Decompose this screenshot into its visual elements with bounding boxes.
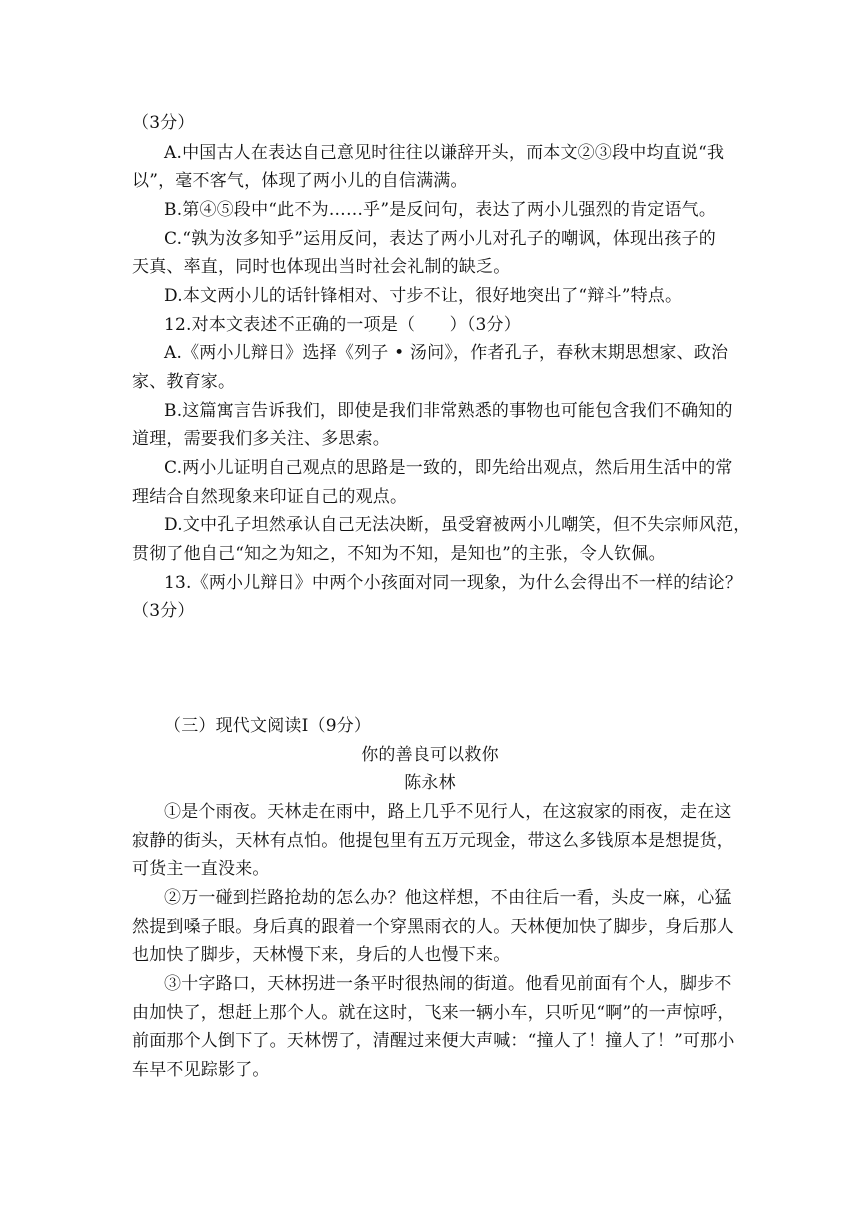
q13-stem-line1: 13.《两小儿辩日》中两个小孩面对同一现象，为什么会得出不一样的结论？ (164, 573, 743, 593)
q12-stem: 12.对本文表述不正确的一项是（ ）（3分） (164, 315, 521, 335)
q12-option-b-line1: B.这篇寓言告诉我们，即使是我们非常熟悉的事物也可能包含我们不确知的 (164, 401, 733, 421)
paragraph-3-line3: 前面那个人倒下了。天林愣了，清醒过来便大声喊：“撞人了！撞人了！”可那小 (132, 1031, 735, 1051)
q12-option-c-line2: 理结合自然现象来印证自己的观点。 (132, 487, 408, 507)
q11-option-d: D.本文两小儿的话针锋相对、寸步不让，很好地突出了“辩斗”特点。 (164, 286, 683, 306)
q12-option-d-line1: D.文中孔子坦然承认自己无法决断，虽受窘被两小儿嘲笑，但不失宗师风范， (164, 515, 751, 535)
q11-option-b: B.第④⑤段中“此不为……乎”是反问句，表达了两小儿强烈的肯定语气。 (164, 200, 717, 220)
paragraph-2-line1: ②万一碰到拦路抢劫的怎么办？他这样想，不由往后一看，头皮一麻，心猛 (164, 888, 732, 908)
article-title: 你的善良可以救你 (361, 745, 499, 765)
paragraph-1-line2: 寂静的街头，天林有点怕。他提包里有五万元现金，带这么多钱原本是想提货， (132, 831, 734, 851)
q12-option-c-line1: C.两小儿证明自己观点的思路是一致的，即先给出观点，然后用生活中的常 (164, 458, 733, 478)
q11-option-c-line2: 天真、率直，同时也体现出当时社会礼制的缺乏。 (132, 257, 511, 277)
paragraph-2-line3: 也加快了脚步，天林慢下来，身后的人也慢下来。 (132, 945, 511, 965)
paragraph-3-line4: 车早不见踪影了。 (132, 1060, 270, 1080)
paragraph-3-line1: ③十字路口，天林拐进一条平时很热闹的街道。他看见前面有个人，脚步不 (164, 974, 732, 994)
q11-option-c-line1: C.“孰为汝多知乎”运用反问，表达了两小儿对孔子的嘲讽，体现出孩子的 (164, 229, 716, 249)
q11-score: （3分） (132, 113, 195, 133)
section3-heading: （三）现代文阅读I（9分） (164, 716, 372, 736)
q11-option-a-line1: A.中国古人在表达自己意见时往往以谦辞开头，而本文②③段中均直说“我 (164, 143, 725, 163)
article-author: 陈永林 (404, 773, 456, 793)
paragraph-1-line1: ①是个雨夜。天林走在雨中，路上几乎不见行人，在这寂家的雨夜，走在这 (164, 802, 732, 822)
paragraph-1-line3: 可货主一直没来。 (132, 859, 270, 879)
q12-option-a-line1: A.《两小儿辩日》选择《列子 • 汤问》，作者孔子，春秋末期思想家、政治 (164, 343, 729, 363)
q11-option-a-line2: 以”，毫不客气，体现了两小儿的自信满满。 (132, 171, 468, 191)
q12-option-b-line2: 道理，需要我们多关注、多思索。 (132, 429, 390, 449)
paragraph-2-line2: 然提到嗓子眼。身后真的跟着一个穿黑雨衣的人。天林便加快了脚步，身后那人 (132, 917, 734, 937)
q13-stem-line2: （3分） (132, 601, 195, 621)
q12-option-a-line2: 家、教育家。 (132, 372, 236, 392)
q12-option-d-line2: 贯彻了他自己“知之为知之，不知为不知，是知也”的主张，令人钦佩。 (132, 544, 666, 564)
paragraph-3-line2: 由加快了，想赶上那个人。就在这时，飞来一辆小车，只听见“啊”的一声惊呼， (132, 1003, 735, 1023)
